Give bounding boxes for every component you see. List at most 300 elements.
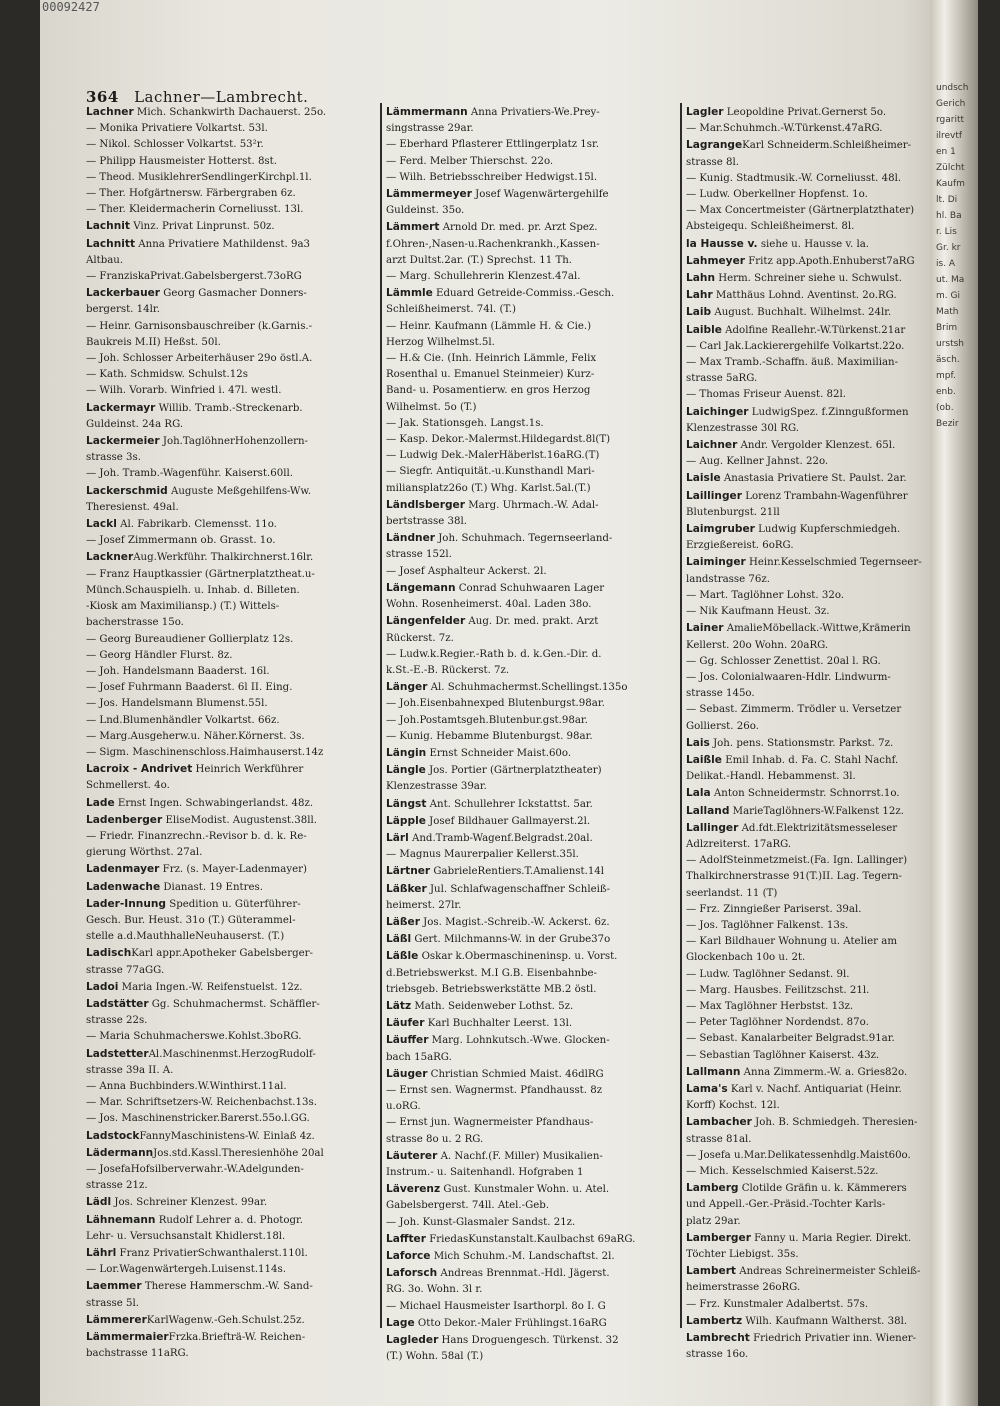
edge-fragment: ut. Ma — [936, 275, 965, 285]
directory-entry — [386, 448, 676, 464]
entry-continuation — [386, 1050, 676, 1066]
entry-text: — JosefaHofsilberverwahr.-W.Adelgunden- — [86, 1164, 304, 1175]
entry-text: Blutenburgst. 21ll — [686, 506, 780, 518]
directory-entry — [386, 914, 676, 931]
directory-entry — [686, 470, 936, 487]
entry-surname: Längemann — [386, 581, 456, 594]
scan-id: 00092427 — [42, 0, 100, 14]
directory-entry — [686, 437, 936, 454]
directory-entry — [686, 654, 936, 670]
entry-text: k.St.-E.-B. Rückerst. 7z. — [386, 664, 510, 676]
entry-continuation — [386, 1282, 676, 1298]
directory-entry — [386, 319, 676, 335]
directory-entry — [86, 285, 376, 302]
directory-entry — [686, 1297, 936, 1313]
entry-continuation — [386, 481, 676, 497]
entry-continuation — [386, 1099, 676, 1115]
directory-entry — [386, 881, 676, 898]
entry-continuation — [386, 203, 676, 219]
directory-entry — [686, 820, 936, 837]
directory-entry — [686, 387, 936, 403]
directory-entry — [686, 752, 936, 769]
directory-entry — [386, 679, 676, 696]
entry-text: Theresienst. 49al. — [86, 501, 179, 513]
directory-entry — [686, 670, 936, 686]
entry-surname: Laißle — [686, 753, 722, 766]
directory-entry — [686, 1031, 936, 1047]
entry-surname: Längin — [386, 746, 427, 759]
directory-entry — [86, 367, 376, 383]
entry-text: Altbau. — [86, 254, 124, 266]
entry-text: Marg. Uhrmach.-W. Adal- — [464, 499, 599, 511]
entry-continuation — [386, 1132, 676, 1148]
entry-text: (T.) Wohn. 58al (T.) — [386, 1351, 484, 1363]
entry-text: Eduard Getreide-Commiss.-Gesch. — [432, 288, 615, 300]
edge-fragment: Math — [936, 307, 959, 317]
directory-entry — [686, 236, 936, 253]
entry-continuation — [86, 1178, 376, 1194]
entry-continuation — [686, 219, 936, 235]
entry-surname: Läufer — [386, 1017, 425, 1030]
entry-continuation — [686, 572, 936, 588]
entry-text: Karl Schneiderm.Schleißheimer- — [742, 140, 912, 152]
directory-entry — [86, 879, 376, 896]
entry-text: Gabelsbergerst. 74ll. Atel.-Geb. — [386, 1200, 550, 1212]
entry-text: Korff) Kochst. 12l. — [686, 1100, 780, 1112]
entry-surname: Lackerschmid — [86, 484, 168, 497]
entry-text: u.oRG. — [386, 1101, 421, 1113]
entry-text: Frz. (s. Mayer-Ladenmayer) — [159, 864, 308, 876]
directory-entry — [86, 137, 376, 153]
edge-fragment: m. Gi — [936, 291, 960, 301]
directory-entry — [686, 304, 936, 321]
entry-surname: Lämmle — [386, 287, 433, 300]
entry-continuation — [386, 237, 676, 253]
directory-entry — [386, 713, 676, 729]
entry-surname: Lahmeyer — [686, 254, 745, 267]
entry-text: Heinrich Werkführer — [192, 764, 304, 776]
entry-text: — Philipp Hausmeister Hotterst. 8st. — [86, 155, 277, 167]
entry-continuation — [686, 686, 936, 702]
entry-text: — Jos. Colonialwaaren-Hdlr. Lindwurm- — [686, 671, 891, 683]
directory-entry — [86, 549, 376, 566]
entry-surname: Laible — [686, 323, 722, 336]
entry-text: — Ludw.k.Regier.-Rath b. d. k.Gen.-Dir. d. — [386, 648, 602, 660]
entry-text: d.Betriebswerkst. M.I G.B. Eisenbahnbe- — [386, 967, 597, 979]
entry-surname: Lackermeier — [86, 435, 160, 448]
entry-text: Münch.Schauspielh. u. Inhab. d. Billeten. — [86, 584, 300, 596]
entry-text: — Kunig. Stadtmusik.-W. Corneliusst. 48l. — [686, 172, 902, 184]
directory-entry — [86, 680, 376, 696]
entry-surname: Länger — [386, 681, 428, 694]
entry-text: — Josef Fuhrmann Baaderst. 6l II. Eing. — [86, 682, 293, 694]
entry-text: und Appell.-Ger.-Präsid.-Tochter Karls- — [686, 1199, 886, 1211]
entry-continuation — [686, 719, 936, 735]
directory-column-3 — [686, 104, 936, 1363]
entry-surname: Lädermann — [86, 1146, 154, 1159]
directory-entry — [386, 285, 676, 302]
directory-entry — [686, 554, 936, 571]
entry-surname: Laimgruber — [686, 523, 755, 536]
entry-text: -Kiosk am Maximiliansp.) (T.) Wittels- — [86, 601, 280, 613]
entry-text: bacherstrasse 15o. — [86, 617, 184, 629]
entry-text: — Magnus Maurerpalier Kellerst.35l. — [386, 849, 579, 861]
directory-entry — [686, 203, 936, 219]
directory-entry — [86, 996, 376, 1013]
entry-surname: Lama's — [686, 1082, 728, 1095]
entry-text: — Sigm. Maschinenschloss.Haimhauserst.14z — [86, 746, 324, 758]
entry-text: MarieTaglöhners-W.Falkenst 12z. — [729, 805, 904, 817]
entry-text: — Ludw. Oberkellner Hopfenst. 1o. — [686, 189, 868, 201]
entry-surname: Lahn — [686, 272, 715, 285]
entry-surname: Lämmert — [386, 221, 440, 234]
entry-continuation — [86, 913, 376, 929]
directory-entry — [686, 1148, 936, 1164]
entry-surname: Laffter — [386, 1232, 426, 1245]
directory-entry — [86, 383, 376, 399]
directory-entry — [386, 647, 676, 663]
directory-entry — [686, 1330, 936, 1347]
entry-text: Guldeinst. 35o. — [386, 205, 465, 217]
directory-entry — [686, 1064, 936, 1081]
edge-fragment: (ob. — [936, 403, 954, 413]
directory-entry — [86, 202, 376, 218]
directory-entry — [386, 1015, 676, 1032]
directory-entry — [686, 934, 936, 950]
entry-text: Hans Droguengesch. Türkenst. 32 — [438, 1335, 619, 1347]
directory-entry — [686, 322, 936, 339]
directory-entry — [86, 761, 376, 778]
edge-fragment: rgaritt — [936, 115, 965, 125]
directory-entry — [386, 1215, 676, 1231]
entry-text: Klenzestrasse 39ar. — [386, 781, 487, 793]
directory-entry — [386, 1032, 676, 1049]
directory-entry — [86, 351, 376, 367]
entry-surname: Lage — [386, 1316, 415, 1329]
entry-surname: Lamberger — [686, 1231, 751, 1244]
directory-entry — [86, 861, 376, 878]
entry-text: Frzka.Briefträ-W. Reichen- — [168, 1332, 306, 1344]
edge-fragment: Gr. kr — [936, 243, 961, 253]
directory-entry — [686, 785, 936, 802]
entry-text: ElisеModist. Augustenst.38ll. — [162, 814, 317, 826]
directory-entry — [386, 1083, 676, 1099]
entry-surname: Lambertz — [686, 1314, 743, 1327]
directory-entry — [386, 613, 676, 630]
entry-continuation — [86, 1013, 376, 1029]
entry-text: Otto Dekor.-Maler Frühlingst.16aRG — [414, 1317, 607, 1329]
entry-text: Gg. Schuhmachermst. Schäffler- — [148, 998, 320, 1010]
entry-surname: Lackner — [86, 551, 134, 564]
entry-text: — Mich. Kesselschmied Kaiserst.52z. — [686, 1166, 879, 1177]
entry-continuation — [386, 779, 676, 795]
entry-surname: Lämmermaier — [86, 1331, 169, 1344]
entry-text: — Michael Hausmeister Isarthorpl. 8o I. G — [386, 1300, 606, 1312]
directory-entry — [386, 219, 676, 236]
entry-text: — Joh.Postamtsgeh.Blutenbur.gst.98ar. — [386, 714, 588, 726]
entry-surname: Läßle — [386, 950, 419, 963]
entry-text: — Monika Privatiere Volkartst. 53l. — [86, 123, 268, 135]
entry-text: — Joh. Handelsmann Baaderst. 16l. — [86, 665, 270, 677]
entry-text: — Lor.Wagenwärtergeh.Luisenst.114s. — [86, 1264, 286, 1276]
directory-entry — [86, 1029, 376, 1045]
entry-surname: Ladenmayer — [86, 863, 160, 876]
directory-entry — [86, 121, 376, 137]
entry-text: — Thomas Friseur Auenst. 82l. — [686, 389, 847, 401]
directory-entry — [86, 170, 376, 186]
entry-surname: Ladisch — [86, 947, 132, 960]
entry-text: — Ernst jun. Wagnermeister Pfandhaus- — [386, 1117, 594, 1129]
entry-surname: Läßer — [386, 915, 420, 928]
entry-text: strasse 3s. — [86, 452, 141, 464]
directory-entry — [386, 745, 676, 762]
entry-text: bertstrasse 38l. — [386, 516, 467, 528]
entry-continuation — [686, 538, 936, 554]
entry-text: Willib. Tramb.-Streckenarb. — [155, 402, 303, 414]
entry-continuation — [686, 155, 936, 171]
directory-entry — [386, 1299, 676, 1315]
entry-surname: Lallmann — [686, 1065, 741, 1078]
entry-continuation — [86, 599, 376, 615]
entry-text: Gollierst. 26o. — [686, 720, 759, 732]
entry-continuation — [386, 966, 676, 982]
directory-entry — [386, 154, 676, 170]
entry-text: Klenzestrasse 30l RG. — [686, 422, 799, 434]
entry-text: — Frz. Kunstmaler Adalbertst. 57s. — [686, 1298, 869, 1310]
entry-surname: Lambacher — [686, 1116, 752, 1129]
directory-entry — [86, 218, 376, 235]
entry-surname: Lala — [686, 787, 711, 800]
directory-entry — [686, 1081, 936, 1098]
entry-text: strasse 152l. — [386, 549, 452, 561]
entry-text: Töchter Liebigst. 35s. — [686, 1249, 799, 1261]
entry-text: Gesch. Bur. Heust. 31o (T.) Güterammel- — [86, 914, 296, 926]
entry-continuation — [386, 547, 676, 563]
directory-entry — [386, 847, 676, 863]
entry-surname: Lähnemann — [86, 1213, 156, 1226]
entry-text: — Maria Schuhmacherswe.Kohlst.3boRG. — [86, 1031, 302, 1043]
entry-surname: Lacroix - Andrivet — [86, 763, 193, 776]
directory-entry — [686, 171, 936, 187]
entry-text: strasse 39a II. A. — [86, 1064, 174, 1076]
entry-text: AmalieMöbellack.-Wittwe,Krämerin — [723, 623, 911, 635]
directory-entry — [386, 1148, 676, 1165]
entry-text: strasse 22s. — [86, 1015, 148, 1027]
entry-text: strasse 16o. — [686, 1349, 749, 1361]
entry-text: — Friedr. Finanzrechn.-Revisor b. d. k. Re- — [86, 830, 307, 842]
directory-entry — [686, 803, 936, 820]
entry-surname: Laichinger — [686, 405, 749, 418]
directory-entry — [86, 516, 376, 533]
entry-text: Karl Buchhalter Leerst. 13l. — [424, 1018, 573, 1030]
entry-continuation — [686, 371, 936, 387]
entry-text: Clotilde Gräfin u. k. Kämmerers — [738, 1183, 907, 1195]
entry-text: Absteigequ. Schleißheimerst. 8l. — [686, 221, 855, 233]
entry-continuation — [386, 663, 676, 679]
entry-text: — Jos. Maschinenstricker.Barerst.55o.l.GG. — [86, 1113, 310, 1125]
entry-text: Leopoldine Privat.Gernerst 5o. — [723, 107, 887, 118]
entry-text: GabrieleRentiers.T.Amalienst.14l — [430, 866, 605, 878]
facing-page-edge — [930, 0, 978, 1406]
entry-text: RG. 3o. Wohn. 3l r. — [386, 1284, 483, 1296]
entry-text: Ant. Schullehrer Ickstattst. 5ar. — [426, 798, 593, 810]
directory-entry — [686, 1048, 936, 1064]
entry-text: — Ther. Kleidermacherin Corneliusst. 13l. — [86, 204, 304, 216]
directory-entry — [686, 999, 936, 1015]
directory-entry — [86, 1329, 376, 1346]
entry-continuation — [686, 638, 936, 654]
entry-text: Josef Wagenwärtergehilfe — [471, 189, 609, 201]
entry-surname: Längst — [386, 797, 427, 810]
entry-text: Vinz. Privat Linprunst. 50z. — [129, 221, 275, 233]
directory-entry — [86, 269, 376, 285]
entry-text: August. Buchhalt. Wilhelmst. 24lr. — [711, 307, 892, 319]
entry-text: And.Tramb-Wagenf.Belgradst.20al. — [408, 832, 593, 844]
entry-continuation — [386, 400, 676, 416]
entry-text: — Siegfr. Antiquität.-u.Kunsthandl Mari- — [386, 466, 595, 478]
entry-continuation — [386, 1165, 676, 1181]
entry-text: Guldeinst. 24a RG. — [86, 418, 184, 430]
entry-text: — Wilh. Vorarb. Winfried i. 47l. westl. — [86, 385, 282, 397]
entry-text: Delikat.-Handl. Hebammenst. 3l. — [686, 771, 856, 783]
entry-text: Thalkirchnerstrasse 91(T.)II. Lag. Tegern- — [686, 871, 902, 883]
directory-entry — [386, 416, 676, 432]
entry-text: — Joh.Eisenbahnexped Blutenburgst.98ar. — [386, 698, 605, 710]
entry-text: Rudolf Lehrer a. d. Photogr. — [155, 1214, 304, 1226]
entry-text: Spedition u. Güterführer- — [165, 898, 301, 910]
entry-text: bachstrasse 11aRG. — [86, 1348, 189, 1360]
entry-text: Karl appr.Apotheker Gabelsberger- — [131, 948, 313, 960]
entry-continuation — [86, 845, 376, 861]
entry-text: Gert. Milchmanns-W. in der Grube37o — [411, 934, 611, 946]
directory-column-2 — [386, 104, 676, 1365]
directory-entry — [86, 664, 376, 680]
directory-entry — [386, 104, 676, 121]
entry-surname: Lärl — [386, 831, 409, 844]
entry-text: Al.Maschinenmst.HerzogRudolf- — [148, 1048, 316, 1060]
directory-entry — [386, 1115, 676, 1131]
directory-entry — [86, 433, 376, 450]
directory-entry — [86, 745, 376, 761]
edge-fragment: Zülcht — [936, 163, 965, 173]
edge-fragment: Brim — [936, 323, 958, 333]
entry-text: Rosenthal u. Emanuel Steinmeier) Kurz- — [386, 369, 595, 381]
entry-text: triebsgeb. Betriebswerkstätte MB.2 östl. — [386, 983, 597, 995]
entry-text: strasse 8l. — [686, 156, 739, 168]
entry-continuation — [86, 500, 376, 516]
entry-text: Anna Privatiere Mathildenst. 9a3 — [135, 238, 311, 250]
entry-surname: Läßl — [386, 933, 412, 946]
entry-continuation — [686, 950, 936, 966]
directory-entry — [386, 1231, 676, 1248]
entry-text: Mich. Schankwirth Dachauerst. 25o. — [133, 107, 327, 118]
directory-entry — [86, 186, 376, 202]
entry-surname: Lachnitt — [86, 237, 136, 250]
entry-text: — Ernst sen. Wagnermst. Pfandhausst. 8z — [386, 1084, 603, 1096]
column-rule — [680, 103, 682, 1328]
entry-surname: Ladoi — [86, 980, 119, 993]
directory-entry — [86, 533, 376, 549]
entry-text: miliansplatz26o (T.) Whg. Karlst.5al.(T.) — [386, 482, 591, 494]
entry-text: — Kasp. Dekor.-Malermst.Hildegardst.8l(T) — [386, 434, 611, 446]
entry-continuation — [686, 1280, 936, 1296]
running-title: Lachner—Lambrecht. — [134, 88, 309, 106]
directory-entry — [686, 404, 936, 421]
entry-text: — AdolfSteinmetzmeist.(Fa. Ign. Lallinger) — [686, 855, 908, 867]
entry-surname: Lachner — [86, 106, 134, 118]
entry-text: KarlWagenw.-Geh.Schulst.25z. — [146, 1314, 305, 1326]
entry-surname: Ladenwache — [86, 880, 161, 893]
entry-continuation — [86, 963, 376, 979]
entry-continuation — [86, 1346, 376, 1362]
entry-continuation — [686, 837, 936, 853]
entry-text: — Franz Hauptkassier (Gärtnerplatztheat.u- — [86, 568, 315, 580]
entry-text: landstrasse 76z. — [686, 573, 770, 585]
entry-text: — Georg Händler Flurst. 8z. — [86, 649, 233, 661]
entry-text: — Max Concertmeister (Gärtnerplatzthater) — [686, 205, 915, 217]
entry-text: Jul. Schlafwagenschaffner Schleiß- — [426, 883, 611, 895]
entry-text: Fanny u. Maria Regier. Direkt. — [750, 1232, 912, 1244]
entry-text: arzt Dultst.2ar. (T.) Sprechst. 11 Th. — [386, 254, 573, 266]
entry-text: Herzog Wilhelmst.5l. — [386, 336, 495, 348]
entry-text: — Marg. Hausbes. Feilitzschst. 21l. — [686, 984, 870, 996]
entry-text: Al. Fabrikarb. Clemensst. 11o. — [116, 519, 277, 531]
entry-text: Anastasia Privatiere St. Paulst. 2ar. — [720, 473, 907, 485]
edge-fragment: Kaufm — [936, 179, 965, 189]
entry-text: Jos. Magist.-Schreib.-W. Ackerst. 6z. — [419, 916, 610, 928]
directory-entry — [86, 1079, 376, 1095]
entry-surname: Lader-Innung — [86, 897, 166, 910]
entry-text: Aug.Werkführ. Thalkirchnerst.16lr. — [133, 552, 314, 564]
entry-text: singstrasse 29ar. — [386, 123, 474, 135]
entry-text: — Marg. Schullehrerin Klenzest.47al. — [386, 271, 581, 283]
entry-text: Anton Schneidermstr. Schnorrst.1o. — [710, 788, 900, 800]
entry-text: strasse 21z. — [86, 1180, 148, 1192]
entry-text: Andr. Vergolder Klenzest. 65l. — [737, 440, 896, 452]
entry-continuation — [386, 982, 676, 998]
entry-text: Marg. Lohnkutsch.-Wwe. Glocken- — [428, 1035, 610, 1047]
directory-entry — [386, 269, 676, 285]
entry-text: strasse 5aRG. — [686, 373, 758, 385]
directory-entry — [386, 729, 676, 745]
entry-continuation — [686, 869, 936, 885]
entry-text: Arnold Dr. med. pr. Arzt Spez. — [439, 222, 598, 234]
entry-continuation — [86, 1229, 376, 1245]
entry-continuation — [386, 631, 676, 647]
directory-entry — [686, 702, 936, 718]
entry-continuation — [686, 1197, 936, 1213]
entry-text: Jos. Schreiner Klenzest. 99ar. — [111, 1197, 268, 1209]
directory-entry — [386, 813, 676, 830]
entry-text: Glockenbach 10o u. 2t. — [686, 952, 806, 964]
directory-entry — [86, 483, 376, 500]
entry-text: Matthäus Lohnd. Aventinst. 2o.RG. — [712, 290, 897, 302]
entry-text: Band- u. Posamentierw. en gros Herzog — [386, 385, 591, 397]
directory-entry — [686, 355, 936, 371]
directory-entry — [686, 1114, 936, 1131]
entry-text: — Joh. Schlosser Arbeiterhäuser 29o östl.A. — [86, 353, 313, 365]
entry-text: Emil Inhab. d. Fa. C. Stahl Nachf. — [721, 754, 899, 766]
directory-entry — [86, 896, 376, 913]
entry-surname: Lamberg — [686, 1182, 739, 1195]
edge-fragment: äsch. — [936, 355, 960, 365]
directory-entry — [86, 1046, 376, 1063]
entry-surname: Ladenberger — [86, 813, 163, 826]
entry-text: strasse 145o. — [686, 688, 755, 700]
entry-surname: Läpple — [386, 814, 426, 827]
directory-entry — [686, 521, 936, 538]
entry-text: — Ludwig Dek.-MalerHäberlst.16aRG.(T) — [386, 450, 600, 462]
